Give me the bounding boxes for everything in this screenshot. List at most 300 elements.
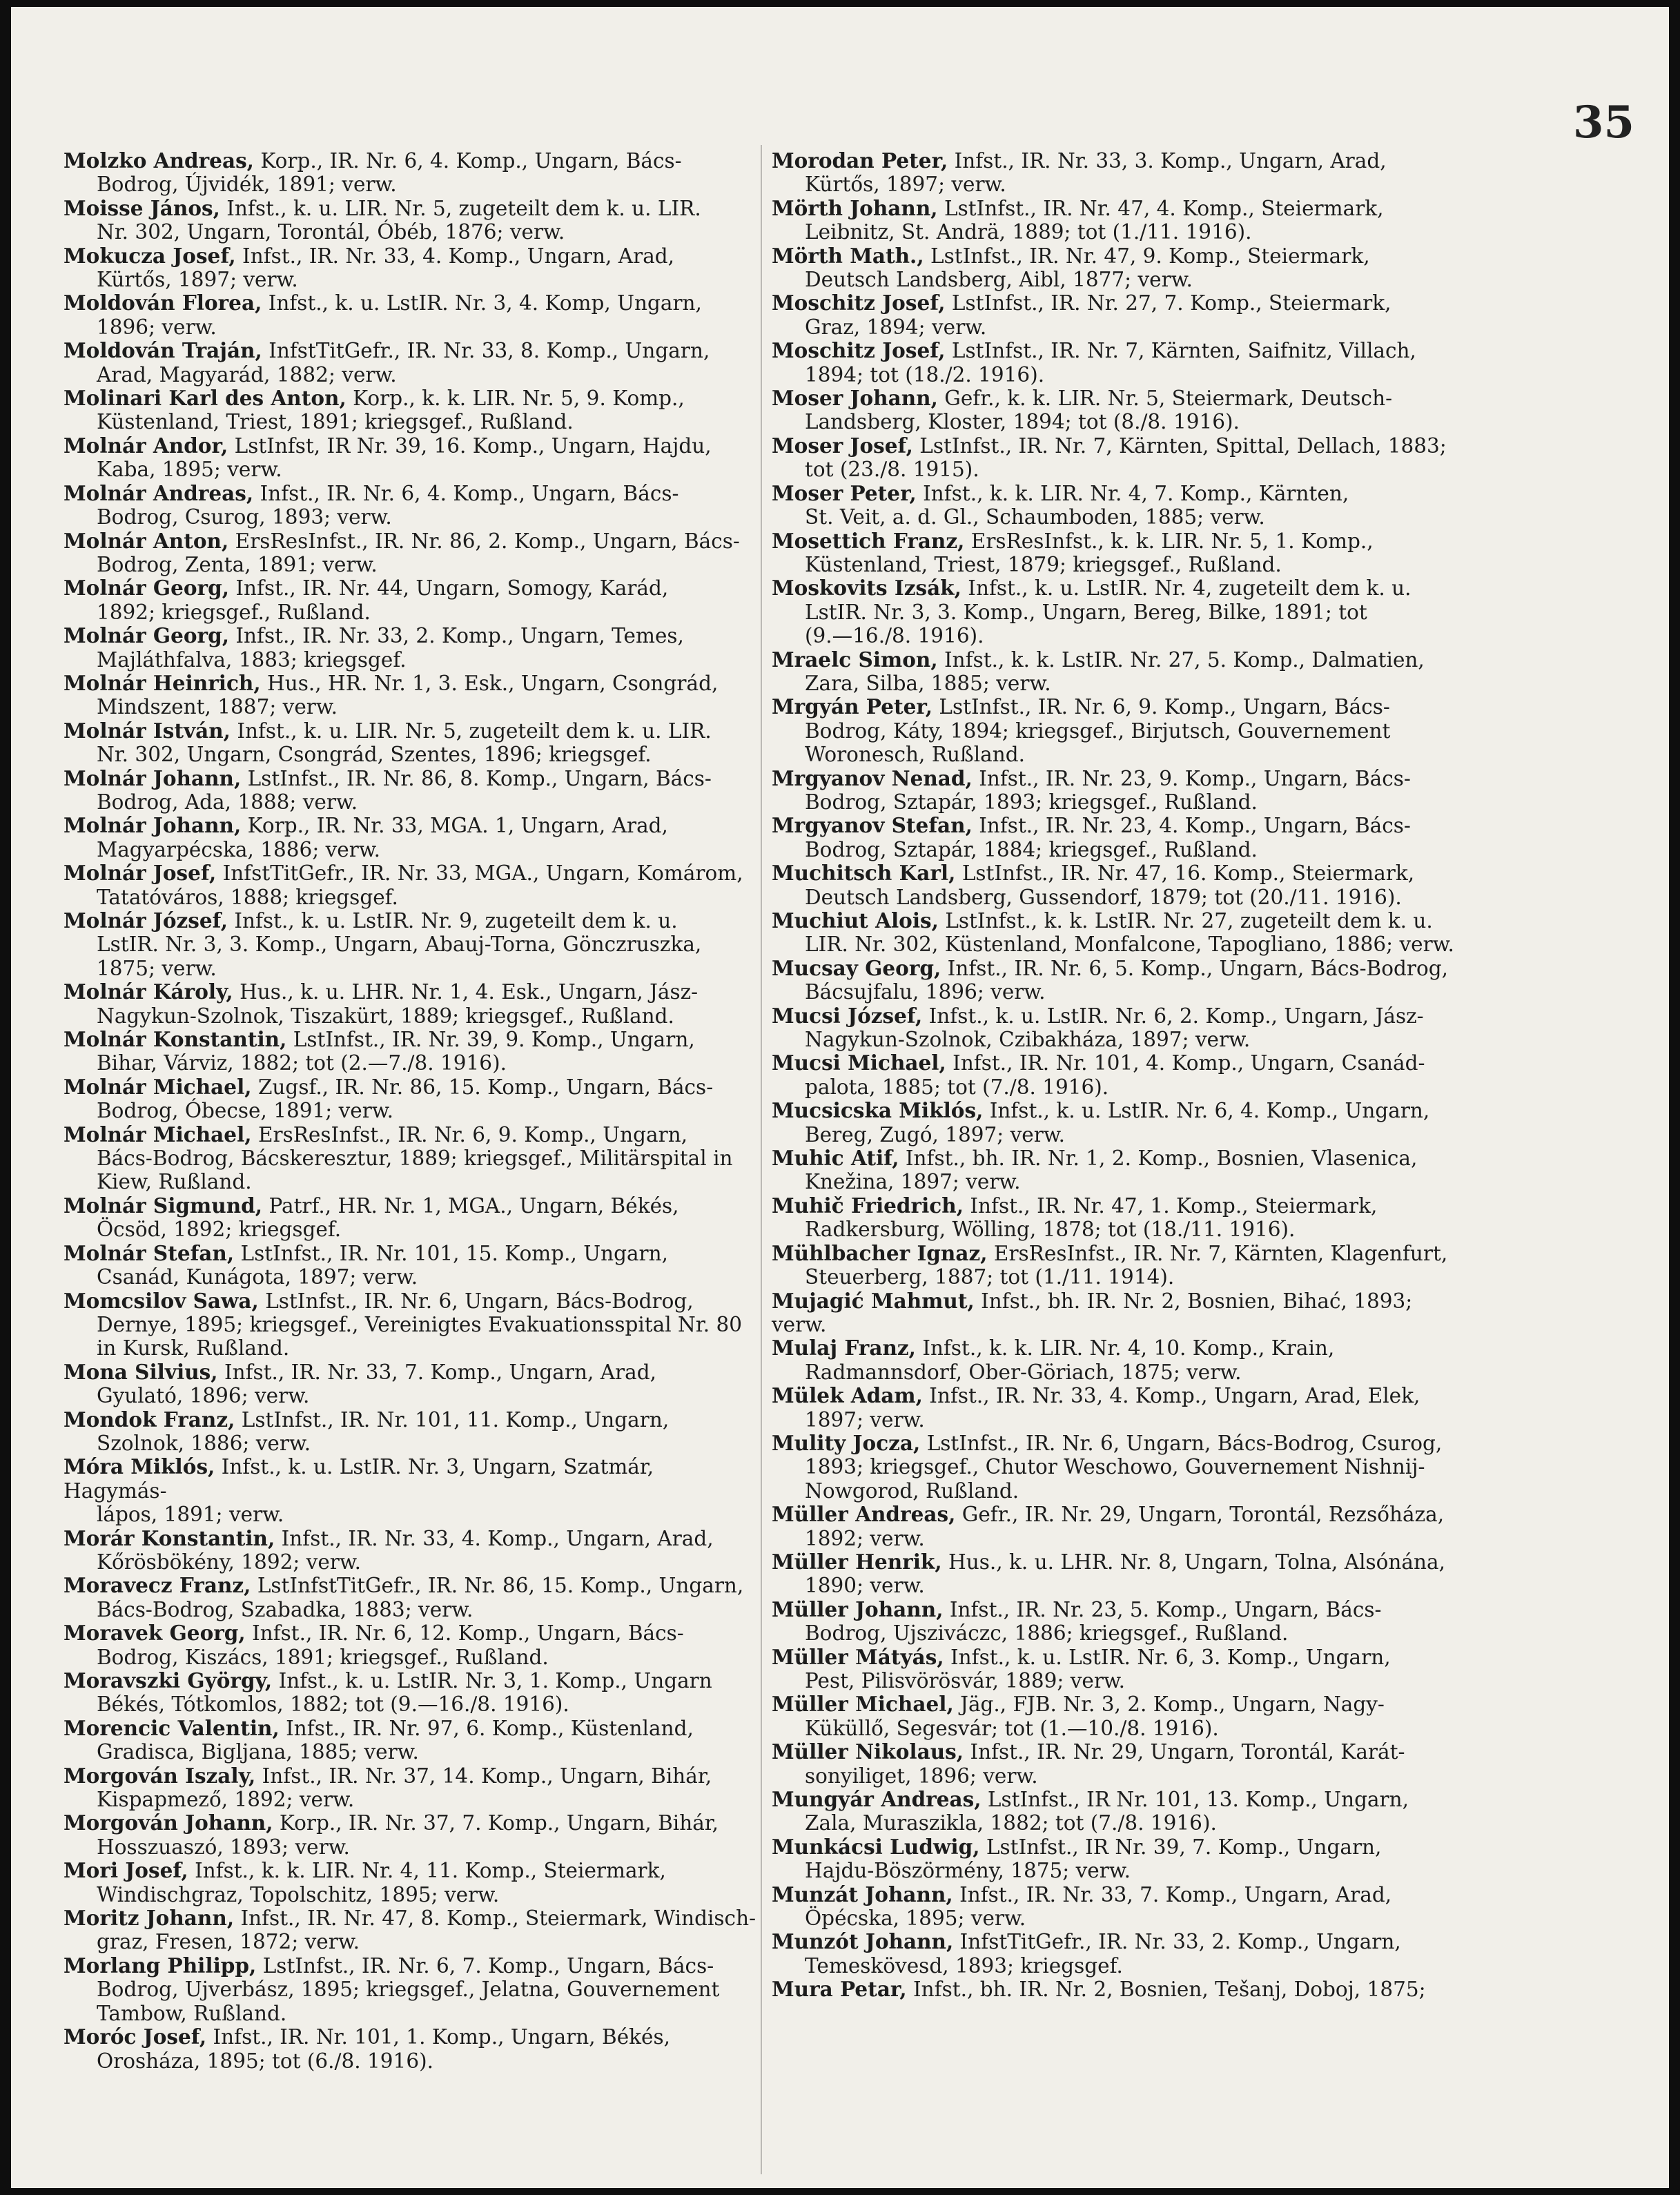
register-entry [772,197,1469,244]
register-entry [64,1669,761,1717]
register-entry [64,909,761,980]
register-entry [772,387,1469,434]
entry-text: Infst., IR. Nr. 97, 6. Komp., Küstenland, [286,1716,694,1740]
entry-text: InfstTitGefr., IR. Nr. 33, MGA., Ungarn, Komárom, [222,861,743,886]
register-entry [772,861,1469,909]
entry-name: Mraelc Simon, [772,647,938,672]
entry-text: LstInfst., IR. Nr. 6, Ungarn, Bács-Bodrog, [265,1289,694,1313]
entry-text: Infst., IR. Nr. 33, 7. Komp., Ungarn, Arad, [224,1360,656,1384]
register-entry [64,624,761,672]
register-entry [772,434,1469,482]
entry-text: Bodrog, Ada, 1888; verw. [97,790,358,814]
entry-name: Moisse János, [64,195,220,220]
entry-text: Tambow, Rußland. [97,2001,287,2025]
entry-name: Molnár Stefan, [64,1240,235,1265]
entry-text: LstInfst., IR. Nr. 7, Kärnten, Saifnitz, Villach, [951,339,1416,363]
entry-text: LstInfst., IR. Nr. 47, 16. Komp., Steiermark, [961,861,1415,886]
entry-name: Moróc Josef, [64,2025,207,2049]
register-entry [64,1123,761,1194]
entry-text: 1890; verw. [805,1574,925,1598]
entry-name: Mucsi József, [772,1003,923,1028]
entry-name: Müller Nikolaus, [772,1739,964,1764]
register-entry [772,1099,1469,1147]
register-entry [64,1954,761,2025]
entry-name: Mungyár Andreas, [772,1787,981,1812]
entry-text: Infst., IR. Nr. 33, 4. Komp., Ungarn, Arad, Elek, [929,1384,1420,1408]
register-entry [64,1028,761,1075]
entry-text: Hus., HR. Nr. 1, 3. Esk., Ungarn, Csongrád, [267,671,719,695]
register-entry [772,576,1469,647]
entry-text: (9.—16./8. 1916). [805,624,984,648]
entry-name: Moser Johann, [772,386,938,411]
entry-name: Moravecz Franz, [64,1573,251,1598]
entry-name: Munzót Johann, [772,1929,954,1954]
entry-text: Dernye, 1895; kriegsgef., Vereinigtes Evakuationsspital Nr. 80 [97,1312,743,1336]
register-entry [64,1717,761,1764]
entry-name: Molnár Andreas, [64,480,254,505]
entry-text: Infst., k. u. LstIR. Nr. 3, 1. Komp., Ungarn [278,1669,712,1692]
entry-text: Pest, Pilisvörösvár, 1889; verw. [805,1669,1126,1692]
entry-text: Zugsf., IR. Nr. 86, 15. Komp., Ungarn, Bács- [257,1075,714,1099]
entry-text: Infst., IR. Nr. 6, 4. Komp., Ungarn, Bács- [260,481,679,505]
entry-text: Infst., k. u. LIR. Nr. 5, zugeteilt dem k. u. LIR. [226,196,701,220]
entry-text: in Kursk, Rußland. [97,1336,290,1360]
entry-text: Kőrösbökény, 1892; verw. [97,1550,362,1574]
register-entry [772,648,1469,696]
entry-text: Hosszuaszó, 1893; verw. [97,1835,350,1859]
entry-text: LIR. Nr. 302, Küstenland, Monfalcone, Tapogliano, 1886; verw. [805,933,1454,957]
register-entry [64,149,761,197]
entry-text: Leibnitz, St. Andrä, 1889; tot (1./11. 1916). [805,220,1252,244]
entry-text: InfstTitGefr., IR. Nr. 33, 2. Komp., Ungarn, [959,1930,1401,1954]
entry-name: Molnár Georg, [64,623,229,648]
entry-text: Küküllő, Segesvár; tot (1.—10./8. 1916). [805,1716,1219,1740]
register-entry [772,1740,1469,1788]
register-entry [64,767,761,814]
entry-text: Infst., IR. Nr. 6, 12. Komp., Ungarn, Bács- [252,1621,684,1646]
register-entry [64,1764,761,1812]
register-entry [772,482,1469,529]
entry-text: Gyulató, 1896; verw. [97,1384,310,1408]
entry-name: Molnár Andor, [64,433,228,458]
entry-name: Mühlbacher Ignaz, [772,1240,988,1265]
entry-text: Infst., k. u. LstIR. Nr. 3, 4. Komp, Ungarn, [268,291,702,315]
register-entry [64,1360,761,1408]
entry-text: Bodrog, Ujsziváczc, 1886; kriegsgef., Rußland. [805,1621,1289,1646]
entry-text: Kürtős, 1897; verw. [805,173,1006,197]
register-entry [64,291,761,339]
entry-name: Mrgyán Peter, [772,694,933,719]
register-entry [772,1835,1469,1883]
entry-text: Nagykun-Szolnok, Czibakháza, 1897; verw. [805,1028,1251,1052]
entry-text: LstInfst., IR. Nr. 6, 9. Komp., Ungarn, Bács- [939,695,1390,719]
register-entry [64,1574,761,1621]
register-entry [64,576,761,624]
entry-name: Mona Silvius, [64,1359,218,1384]
entry-text: Bodrog, Sztapár, 1893; kriegsgef., Rußland. [805,790,1258,814]
entry-text: Infst., IR. Nr. 33, 4. Komp., Ungarn, Arad, [281,1526,714,1550]
register-entry [64,719,761,767]
register-entry [772,1930,1469,1978]
register-entry [772,1788,1469,1835]
entry-text: Bodrog, Újvidék, 1891; verw. [97,173,397,197]
entry-text: Öpécska, 1895; verw. [805,1906,1026,1931]
entry-name: Moser Josef, [772,433,913,458]
entry-name: Mori Josef, [64,1858,188,1883]
register-entry [64,244,761,292]
entry-name: Momcsilov Sawa, [64,1288,259,1313]
entry-text: Korp., IR. Nr. 33, MGA. 1, Ungarn, Arad, [247,814,668,838]
entry-text: 1894; tot (18./2. 1916). [805,362,1045,387]
entry-text: Patrf., HR. Nr. 1, MGA., Ungarn, Békés, [268,1193,679,1218]
entry-name: Mucsicska Miklós, [772,1098,984,1123]
entry-text: ErsResInfst., k. k. LIR. Nr. 5, 1. Komp., [970,529,1374,553]
entry-text: Bács-Bodrog, Bácskeresztur, 1889; kriegsgef., Militärspital in [97,1147,733,1171]
entry-name: Mulity Jocza, [772,1430,921,1455]
entry-text: 1896; verw. [97,315,217,339]
entry-name: Mucsay Georg, [772,955,941,980]
register-entry [64,2025,761,2073]
register-entry [64,482,761,529]
entry-name: Molinari Karl des Anton, [64,386,346,411]
register-entry [772,339,1469,387]
entry-text: InfstTitGefr., IR. Nr. 33, 8. Komp., Ungarn, [268,339,710,363]
entry-name: Morencic Valentin, [64,1715,280,1740]
register-entry [64,1859,761,1906]
entry-text: Infst., k. u. LstIR. Nr. 6, 2. Komp., Ungarn, Jász- [928,1004,1424,1028]
entry-name: Müller Johann, [772,1597,944,1621]
register-entry [64,1527,761,1574]
right-column [772,149,1469,2002]
entry-text: Infst., k. u. LIR. Nr. 5, zugeteilt dem k. u. LIR. [237,719,712,743]
entry-text: LstInfst., IR. Nr. 6, 7. Komp., Ungarn, Bács- [262,1953,714,1978]
entry-name: Muchitsch Karl, [772,861,956,886]
entry-text: ErsResInfst., IR. Nr. 86, 2. Komp., Ungarn, Bács- [235,529,740,553]
entry-text: Infst., k. u. LstIR. Nr. 4, zugeteilt dem k. u. [968,576,1412,601]
entry-text: Infst., IR. Nr. 101, 4. Komp., Ungarn, Csanád- [953,1051,1425,1075]
register-entry [772,1051,1469,1099]
entry-text: Deutsch Landsberg, Aibl, 1877; verw. [805,268,1193,292]
register-entry [772,1646,1469,1693]
entry-text: Landsberg, Kloster, 1894; tot (8./8. 1916). [805,410,1240,434]
register-entry [64,1906,761,1954]
entry-text: Infst., k. k. LstIR. Nr. 27, 5. Komp., Dalmatien, [944,647,1425,672]
entry-text: Temeskövesd, 1893; kriegsgef. [805,1953,1123,1978]
entry-text: Jäg., FJB. Nr. 3, 2. Komp., Ungarn, Nagy- [960,1692,1385,1717]
entry-name: Müller Mátyás, [772,1644,944,1669]
entry-text: Infst., IR. Nr. 47, 1. Komp., Steiermark, [970,1193,1378,1218]
register-entry [772,1978,1469,2001]
entry-text: Korp., k. k. LIR. Nr. 5, 9. Komp., [353,387,685,411]
register-entry [64,1408,761,1456]
register-entry [64,1075,761,1123]
entry-text: palota, 1885; tot (7./8. 1916). [805,1075,1109,1099]
register-entry [772,1432,1469,1503]
entry-name: Molnár Johann, [64,813,242,838]
entry-text: Woronesch, Rußland. [805,743,1026,767]
entry-text: Hus., k. u. LHR. Nr. 8, Ungarn, Tolna, Alsónána, [948,1550,1445,1574]
register-entry [772,244,1469,292]
entry-name: Mucsi Michael, [772,1051,946,1075]
entry-text: graz, Fresen, 1872; verw. [97,1930,360,1954]
register-entry [64,387,761,434]
entry-name: Moschitz Josef, [772,291,946,315]
entry-name: Molnár Károly, [64,979,233,1004]
register-entry [64,980,761,1028]
entry-name: Moravek Georg, [64,1621,246,1646]
entry-name: Mosettich Franz, [772,528,965,553]
register-entry [772,957,1469,1004]
entry-text: 1875; verw. [97,956,217,980]
entry-name: Mülek Adam, [772,1383,923,1408]
entry-text: Infst., k. u. LstIR. Nr. 3, Ungarn, Szatmár, Hagymás- [64,1455,654,1503]
register-entry [64,1194,761,1242]
entry-name: Mura Petar, [772,1977,907,2002]
entry-text: 1892; verw. [805,1526,925,1550]
entry-text: Graz, 1894; verw. [805,315,987,339]
entry-text: LstInfstTitGefr., IR. Nr. 86, 15. Komp., Ungarn, [257,1574,744,1598]
entry-text: Infst., k. k. LIR. Nr. 4, 11. Komp., Steiermark, [195,1859,666,1883]
entry-text: Bodrog, Csurog, 1893; verw. [97,505,392,529]
entry-name: Molnár Konstantin, [64,1027,287,1052]
entry-text: Infst., IR. Nr. 6, 5. Komp., Ungarn, Bács-Bodrog, [947,956,1448,980]
entry-text: Infst., IR. Nr. 23, 5. Komp., Ungarn, Bács- [949,1597,1382,1621]
entry-name: Morodan Peter, [772,148,948,173]
entry-text: 1893; kriegsgef., Chutor Weschowo, Gouvernement Nishnij- [805,1455,1425,1479]
entry-text: Deutsch Landsberg, Gussendorf, 1879; tot (20./11. 1916). [805,885,1402,909]
entry-text: Infst., IR. Nr. 47, 8. Komp., Steiermark, Windisch- [240,1906,756,1931]
entry-text: 1897; verw. [805,1407,925,1432]
register-entry [64,814,761,861]
register-entry [772,1503,1469,1550]
entry-text: Gefr., k. k. LIR. Nr. 5, Steiermark, Deutsch- [944,387,1393,411]
entry-name: Molnár Georg, [64,576,229,601]
entry-text: Radkersburg, Wölling, 1878; tot (18./11. 1916). [805,1218,1296,1242]
entry-text: Infst., IR. Nr. 33, 3. Komp., Ungarn, Arad, [954,149,1387,173]
entry-text: Hus., k. u. LHR. Nr. 1, 4. Esk., Ungarn, Jász- [240,980,699,1004]
register-entry [772,149,1469,197]
entry-text: Zara, Silba, 1885; verw. [805,671,1051,695]
left-column [64,149,761,2073]
entry-name: Muhič Friedrich, [772,1193,964,1218]
register-entry [772,1883,1469,1931]
entry-text: LstIR. Nr. 3, 3. Komp., Ungarn, Abauj-Torna, Gönczruszka, [97,933,702,957]
entry-text: Infst., bh. IR. Nr. 2, Bosnien, Bihać, 1893; verw. [772,1289,1413,1336]
entry-text: Arad, Magyarád, 1882; verw. [97,362,397,387]
entry-text: Steuerberg, 1887; tot (1./11. 1914). [805,1265,1175,1289]
entry-text: Infst., IR. Nr. 33, 2. Komp., Ungarn, Temes, [235,624,684,648]
entry-text: Bereg, Zugó, 1897; verw. [805,1122,1065,1147]
entry-text: Infst., bh. IR. Nr. 2, Bosnien, Tešanj, Doboj, 1875; [913,1978,1426,2002]
entry-name: Mulaj Franz, [772,1336,916,1360]
entry-text: Majláthfalva, 1883; kriegsgef. [97,647,407,672]
entry-text: Küstenland, Triest, 1879; kriegsgef., Rußland. [805,552,1282,576]
register-entry [772,1147,1469,1194]
document-page [11,7,1669,2188]
entry-text: LstInfst., IR. Nr. 7, Kärnten, Spittal, Dellach, 1883; [919,433,1447,458]
register-entry [772,529,1469,577]
entry-text: Bodrog, Zenta, 1891; verw. [97,552,378,576]
column-divider [761,145,762,2174]
entry-text: LstInfst., IR. Nr. 101, 11. Komp., Ungarn, [241,1407,670,1432]
entry-name: Muchiut Alois, [772,908,939,933]
entry-text: Nowgorod, Rußland. [805,1479,1019,1503]
entry-text: Békés, Tótkomlos, 1882; tot (9.—16./8. 1916). [97,1692,569,1717]
entry-text: Bács-Bodrog, Szabadka, 1883; verw. [97,1597,473,1621]
entry-name: Mondok Franz, [64,1407,235,1432]
entry-name: Molzko Andreas, [64,148,254,173]
entry-name: Müller Andreas, [772,1502,956,1527]
register-entry [772,291,1469,339]
entry-text: Infst., k. u. LstIR. Nr. 9, zugeteilt dem k. u. [234,909,678,933]
entry-name: Moravszki György, [64,1668,273,1692]
register-entry [64,197,761,244]
entry-text: Infst., IR. Nr. 23, 4. Komp., Ungarn, Bács- [979,814,1411,838]
entry-name: Moldován Florea, [64,291,262,315]
entry-name: Molnár Anton, [64,528,229,553]
entry-text: Infst., k. u. LstIR. Nr. 6, 3. Komp., Ungarn, [950,1645,1391,1669]
entry-text: Nr. 302, Ungarn, Csongrád, Szentes, 1896; kriegsgef. [97,743,652,767]
register-entry [772,1336,1469,1384]
register-entry [64,1621,761,1669]
entry-name: Munzát Johann, [772,1882,953,1906]
entry-text: LstInfst., IR. Nr. 39, 9. Komp., Ungarn, [293,1028,695,1052]
entry-text: LstInfst., IR. Nr. 6, Ungarn, Bács-Bodrog, Csurog, [926,1431,1443,1455]
entry-name: Moldován Traján, [64,338,262,363]
entry-text: Infst., bh. IR. Nr. 1, 2. Komp., Bosnien, Vlasenica, [905,1147,1418,1171]
entry-name: Mokucza Josef, [64,243,236,268]
entry-text: Infst., IR. Nr. 33, 7. Komp., Ungarn, Arad, [959,1882,1392,1906]
entry-text: LstInfst., IR. Nr. 47, 9. Komp., Steiermark, [930,244,1370,268]
entry-text: Gefr., IR. Nr. 29, Ungarn, Torontál, Rezsőháza, [961,1503,1445,1527]
entry-text: St. Veit, a. d. Gl., Schaumboden, 1885; verw. [805,505,1265,529]
entry-text: Küstenland, Triest, 1891; kriegsgef., Rußland. [97,410,574,434]
entry-text: Csanád, Kunágota, 1897; verw. [97,1265,418,1289]
entry-name: Molnár István, [64,718,231,743]
register-entry [772,1384,1469,1432]
entry-text: Zala, Muraszikla, 1882; tot (7./8. 1916). [805,1811,1217,1835]
entry-text: Kaba, 1895; verw. [97,458,282,482]
register-entry [772,1004,1469,1052]
entry-text: Szolnok, 1886; verw. [97,1431,311,1455]
entry-text: Knežina, 1897; verw. [805,1170,1021,1194]
register-entry [64,1289,761,1360]
register-entry [64,529,761,577]
register-entry [772,1692,1469,1740]
entry-name: Molnár Josef, [64,861,217,886]
register-entry [64,434,761,482]
entry-text: Infst., IR. Nr. 29, Ungarn, Torontál, Karát- [970,1740,1405,1764]
entry-text: Hajdu-Böszörmény, 1875; verw. [805,1859,1131,1883]
entry-name: Moritz Johann, [64,1906,235,1931]
entry-text: Infst., k. k. LIR. Nr. 4, 7. Komp., Kärnten, [923,481,1349,505]
entry-text: LstInfst, IR Nr. 39, 16. Komp., Ungarn, Hajdu, [234,433,712,458]
entry-text: Bodrog, Káty, 1894; kriegsgef., Birjutsch, Gouvernement [805,719,1391,743]
register-entry [772,695,1469,766]
register-entry [772,767,1469,814]
entry-text: Nr. 302, Ungarn, Torontál, Óbéb, 1876; verw. [97,220,565,244]
entry-name: Morgován Johann, [64,1811,273,1835]
entry-text: Infst., IR. Nr. 37, 14. Komp., Ungarn, Bihár, [262,1764,712,1788]
entry-text: Nagykun-Szolnok, Tiszakürt, 1889; kriegsgef., Rußland. [97,1004,674,1028]
entry-name: Molnár Michael, [64,1122,252,1147]
entry-name: Müller Michael, [772,1692,954,1717]
entry-text: Infst., k. u. LstIR. Nr. 6, 4. Komp., Ungarn, [989,1099,1430,1123]
entry-text: Infst., IR. Nr. 101, 1. Komp., Ungarn, Békés, [213,2025,670,2049]
entry-text: Infst., IR. Nr. 23, 9. Komp., Ungarn, Bács- [979,766,1411,790]
entry-text: Korp., IR. Nr. 6, 4. Komp., Ungarn, Bács- [260,149,682,173]
page-number: 35 [1572,97,1634,148]
entry-name: Móra Miklós, [64,1454,215,1479]
entry-text: ErsResInfst., IR. Nr. 7, Kärnten, Klagenfurt, [993,1241,1448,1265]
register-entry [772,1194,1469,1242]
entry-name: Molnár József, [64,908,228,933]
entry-text: LstInfst., IR Nr. 101, 13. Komp., Ungarn, [987,1788,1409,1812]
entry-text: Tatatóváros, 1888; kriegsgef. [97,885,398,909]
register-entry [772,1598,1469,1646]
entry-text: LstIR. Nr. 3, 3. Komp., Ungarn, Bereg, Bilke, 1891; tot [805,600,1367,624]
entry-name: Molnár Johann, [64,765,242,790]
entry-text: Bodrog, Ujverbász, 1895; kriegsgef., Jelatna, Gouvernement [97,1978,720,2002]
entry-name: Morgován Iszaly, [64,1763,256,1788]
entry-text: LstInfst., IR. Nr. 101, 15. Komp., Ungarn, [240,1241,669,1265]
entry-text: Kiew, Rußland. [97,1170,252,1194]
entry-text: Orosháza, 1895; tot (6./8. 1916). [97,2049,433,2073]
entry-text: Gradisca, Bigljana, 1885; verw. [97,1740,419,1764]
entry-text: Infst., IR. Nr. 44, Ungarn, Somogy, Karád, [235,576,669,601]
entry-name: Molnár Sigmund, [64,1193,263,1218]
entry-text: Öcsöd, 1892; kriegsgef. [97,1218,342,1242]
register-entry [772,1242,1469,1289]
entry-name: Molnár Michael, [64,1074,252,1099]
entry-name: Mrgyanov Nenad, [772,765,973,790]
register-entry [64,1455,761,1526]
entry-name: Mujagić Mahmut, [772,1288,975,1313]
register-entry [64,861,761,909]
entry-text: Magyarpécska, 1886; verw. [97,837,380,861]
entry-text: 1892; kriegsgef., Rußland. [97,600,371,624]
entry-text: tot (23./8. 1915). [805,458,979,482]
register-entry [64,339,761,387]
entry-name: Mörth Johann, [772,195,938,220]
entry-name: Moschitz Josef, [772,338,946,363]
entry-text: lápos, 1891; verw. [97,1503,284,1527]
entry-name: Moser Peter, [772,480,917,505]
entry-text: Bihar, Várviz, 1882; tot (2.—7./8. 1916). [97,1051,507,1075]
entry-text: Bodrog, Sztapár, 1884; kriegsgef., Rußland. [805,837,1258,861]
entry-text: LstInfst., IR Nr. 39, 7. Komp., Ungarn, [986,1835,1382,1859]
register-entry [772,814,1469,861]
entry-text: Radmannsdorf, Ober-Göriach, 1875; verw. [805,1360,1242,1384]
entry-text: Mindszent, 1887; verw. [97,695,338,719]
register-entry [772,1550,1469,1598]
entry-name: Morlang Philipp, [64,1953,257,1978]
entry-text: sonyiliget, 1896; verw. [805,1764,1038,1788]
entry-text: Bodrog, Óbecse, 1891; verw. [97,1099,393,1123]
entry-name: Morár Konstantin, [64,1525,275,1550]
entry-text: ErsResInfst., IR. Nr. 6, 9. Komp., Ungarn, [257,1122,688,1147]
entry-text: Kispapmező, 1892; verw. [97,1788,355,1812]
entry-name: Mrgyanov Stefan, [772,813,973,838]
entry-text: LstInfst., k. k. LstIR. Nr. 27, zugeteilt dem k. u. [945,909,1433,933]
register-entry [64,672,761,719]
entry-text: Korp., IR. Nr. 37, 7. Komp., Ungarn, Bihár, [279,1811,719,1835]
entry-text: Infst., IR. Nr. 33, 4. Komp., Ungarn, Arad, [242,244,675,268]
entry-name: Muhic Atif, [772,1146,899,1171]
entry-name: Moskovits Izsák, [772,576,961,601]
entry-name: Müller Henrik, [772,1549,942,1574]
entry-text: Bodrog, Kiszács, 1891; kriegsgef., Rußland. [97,1645,549,1669]
